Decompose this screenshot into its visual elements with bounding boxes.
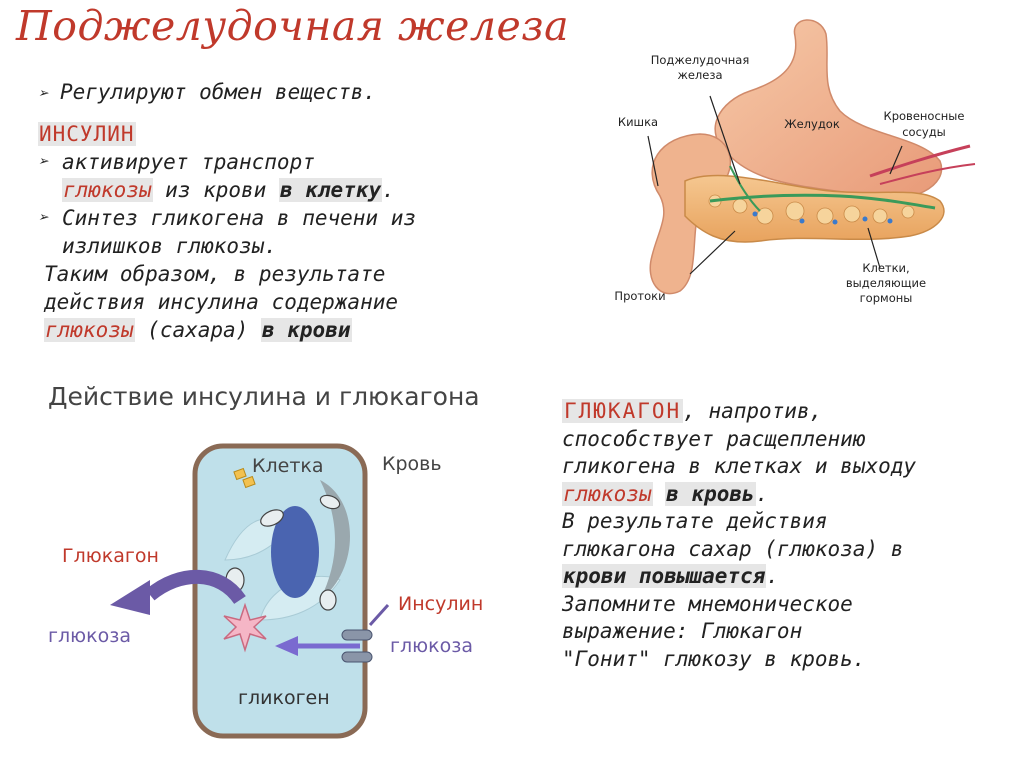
label-gland: Поджелудочная xyxy=(650,53,750,67)
label-ducts: Протоки xyxy=(614,289,666,303)
label-cell: Клетка xyxy=(252,455,324,477)
svg-text:гормоны: гормоны xyxy=(859,291,913,305)
insulin-bullet-1: ➢ активирует транспорт глюкозы из крови в клетку. xyxy=(38,150,395,202)
svg-text:сосуды: сосуды xyxy=(902,125,946,139)
arrow-bullet-icon: ➢ xyxy=(38,208,49,228)
label-vessels: Кровеносные xyxy=(883,109,965,123)
label-intestine: Кишка xyxy=(617,115,659,129)
label-stomach: Желудок xyxy=(784,117,840,131)
glucose-highlight: глюкозы xyxy=(63,178,152,202)
label-glucose-out: глюкоза xyxy=(48,625,131,647)
label-blood: Кровь xyxy=(382,453,442,475)
svg-text:железа: железа xyxy=(677,68,723,82)
label-glycogen: гликоген xyxy=(238,687,330,709)
cell-diagram xyxy=(30,420,520,765)
into-cell-highlight: в клетку xyxy=(279,178,382,202)
label-insulin: Инсулин xyxy=(398,593,484,615)
svg-text:выделяющие: выделяющие xyxy=(845,276,927,290)
glucagon-heading: ГЛЮКАГОН xyxy=(564,399,682,423)
insulin-bullet-2: ➢ Синтез гликогена в печени из излишков глюкозы. xyxy=(38,206,417,258)
pancreas-anatomy-figure xyxy=(590,16,990,336)
slide-title: Поджелудочная железа xyxy=(16,2,570,50)
label-glucagon: Глюкагон xyxy=(62,545,159,567)
intro-text: Регулируют обмен веществ. xyxy=(60,80,377,104)
arrow-bullet-icon: ➢ xyxy=(38,84,49,104)
label-cells: Клетки, xyxy=(862,261,910,275)
label-glucose-in: глюкоза xyxy=(390,635,473,657)
insulin-heading: ИНСУЛИН xyxy=(39,122,135,146)
intro-bullet xyxy=(38,80,376,104)
glucagon-section: ГЛЮКАГОН, напротив, способствует расщеплению гликогена в клетках и выходу глюкозы в кровь. В результате действия глюкагона сахар (глюкоза) в крови повышается. Запомните мнемоническое выражение: Глюкагон "Гонит" глюкозу в кровь. xyxy=(562,399,917,671)
arrow-bullet-icon: ➢ xyxy=(38,152,49,172)
insulin-conclusion: Таким образом, в результате действия инсулина содержание глюкозы (сахара) в крови xyxy=(44,262,399,342)
insulin-section xyxy=(38,120,508,344)
diagram-title: Действие инсулина и глюкагона xyxy=(48,382,480,411)
